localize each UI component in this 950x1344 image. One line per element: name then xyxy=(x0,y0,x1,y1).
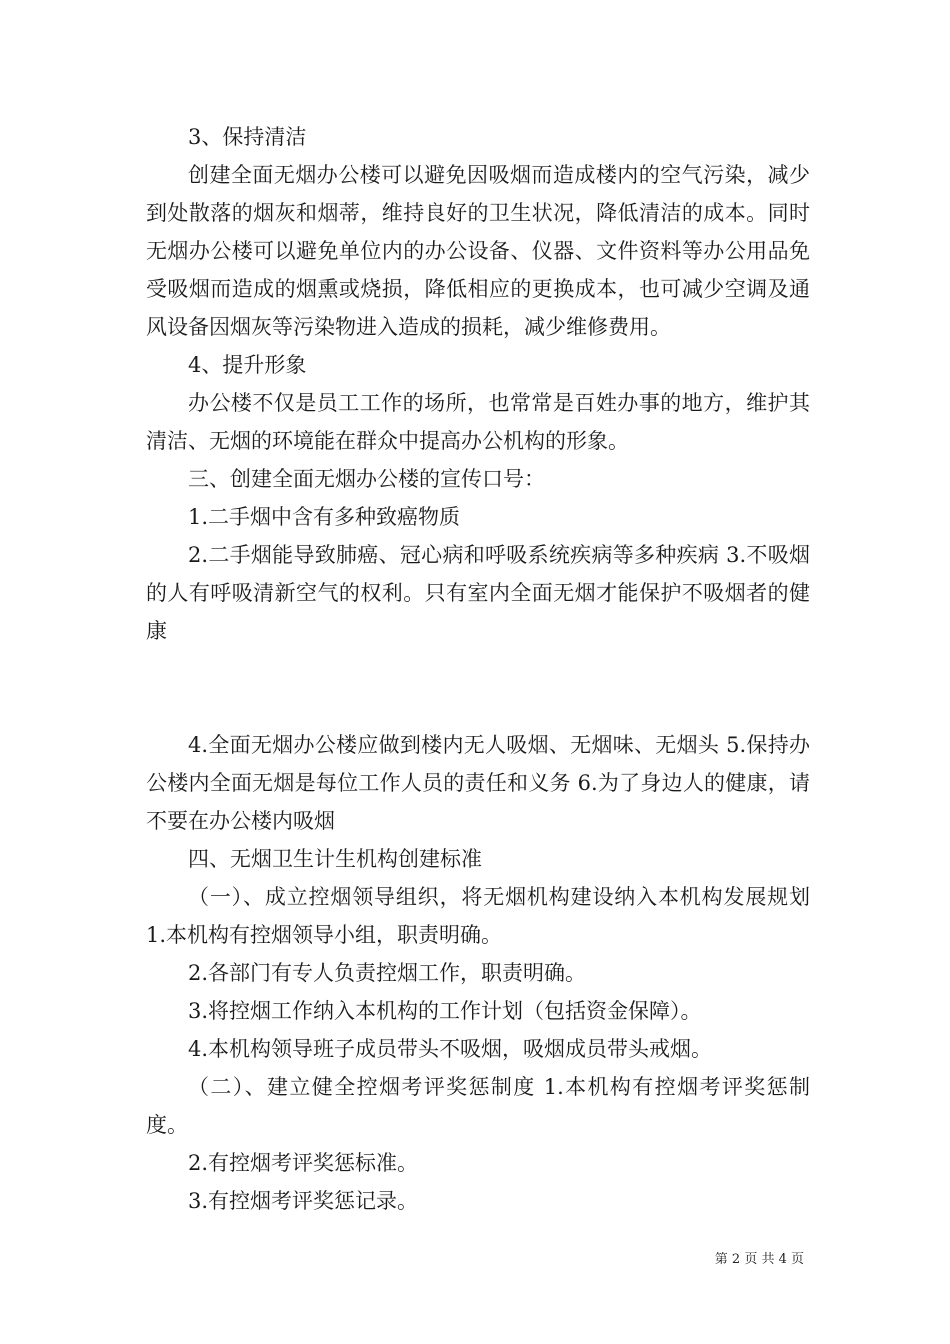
slogan-1: 1.二手烟中含有多种致癌物质 xyxy=(188,505,461,529)
page-number: 第 2 页 共 4 页 xyxy=(714,1252,804,1267)
section-one: （一）、成立控烟领导组织，将无烟机构建设纳入本机构发展规划 1.本机构有控烟领导小组，职责明确。 xyxy=(146,885,810,947)
heading-slogans: 三、创建全面无烟办公楼的宣传口号： xyxy=(188,467,545,491)
document-body xyxy=(146,118,810,1220)
paragraph-keep-clean: 创建全面无烟办公楼可以避免因吸烟而造成楼内的空气污染，减少到处散落的烟灰和烟蒂，维持良好的卫生状况，降低清洁的成本。同时无烟办公楼可以避免单位内的办公设备、仪器、文件资料等办公用品免受吸烟而造成的烟熏或烧损，降低相应的更换成本，也可减少空调及通风设备因烟灰等污染物进入造成的损耗，减少维修费用。 xyxy=(146,163,810,339)
paragraph-improve-image: 办公楼不仅是员工工作的场所，也常常是百姓办事的地方，维护其清洁、无烟的环境能在群众中提高办公机构的形象。 xyxy=(146,391,810,453)
standard-item-3: 3.将控烟工作纳入本机构的工作计划（包括资金保障）。 xyxy=(188,999,702,1023)
heading-keep-clean: 3、保持清洁 xyxy=(188,125,307,149)
standard-item-2: 2.各部门有专人负责控烟工作，职责明确。 xyxy=(188,961,587,985)
slogan-2-3: 2.二手烟能导致肺癌、冠心病和呼吸系统疾病等多种疾病 3.不吸烟的人有呼吸清新空气的权利。只有室内全面无烟才能保护不吸烟者的健康 xyxy=(146,543,810,643)
heading-improve-image: 4、提升形象 xyxy=(188,353,307,377)
heading-standards: 四、无烟卫生计生机构创建标准 xyxy=(188,847,482,871)
slogan-4-6: 4.全面无烟办公楼应做到楼内无人吸烟、无烟味、无烟头 5.保持办公楼内全面无烟是每位工作人员的责任和义务 6.为了身边人的健康，请不要在办公楼内吸烟 xyxy=(146,733,810,833)
evaluation-item-2: 2.有控烟考评奖惩标准。 xyxy=(188,1151,419,1175)
paragraph-gap xyxy=(146,650,810,726)
standard-item-4: 4.本机构领导班子成员带头不吸烟，吸烟成员带头戒烟。 xyxy=(188,1037,713,1061)
evaluation-item-3: 3.有控烟考评奖惩记录。 xyxy=(188,1189,419,1213)
section-two: （二）、建立健全控烟考评奖惩制度 1.本机构有控烟考评奖惩制度。 xyxy=(146,1075,810,1137)
